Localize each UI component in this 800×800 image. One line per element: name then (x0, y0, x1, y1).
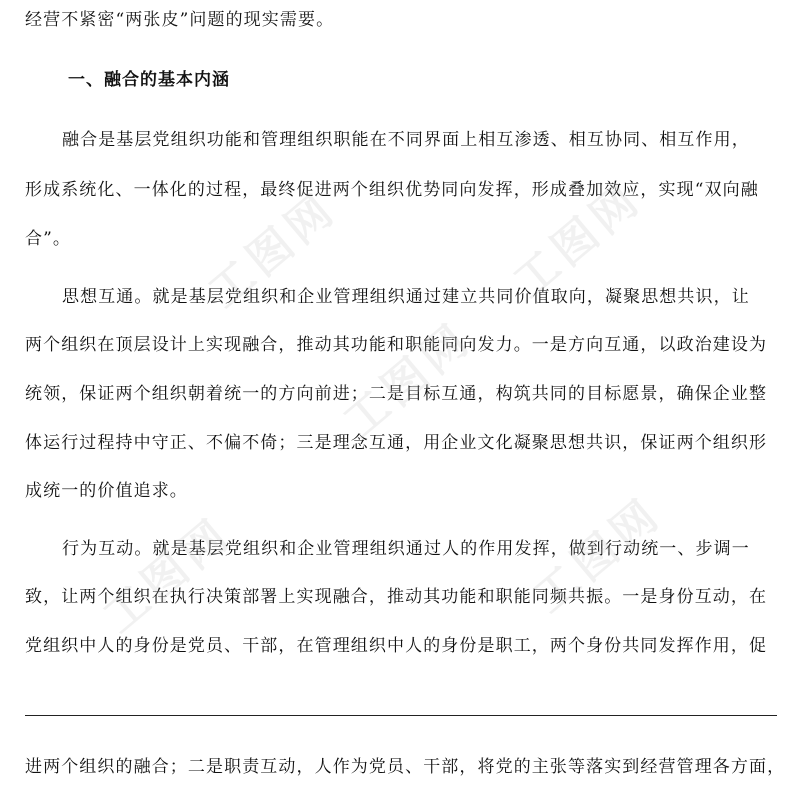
watermark: 工图网 (199, 182, 347, 319)
watermark: 工图网 (334, 312, 482, 449)
watermark: 工图网 (94, 507, 242, 644)
text-line: 行为互动。就是基层党组织和企业管理组织通过人的作用发挥，做到行动统一、步调一 (62, 539, 750, 559)
section-heading: 一、融合的基本内涵 (68, 70, 230, 90)
page-divider (25, 715, 777, 716)
text-line: 融合是基层党组织功能和管理组织职能在不同界面上相互渗透、相互协同、相互作用， (62, 130, 750, 150)
text-line: 致，让两个组织在执行决策部署上实现融合，推动其功能和职能同频共振。一是身份互动，在 (25, 587, 768, 607)
text-line: 经营不紧密“两张皮”问题的现实需要。 (25, 10, 335, 30)
text-line: 体运行过程持中守正、不偏不倚；三是理念互通，用企业文化凝聚思想共识，保证两个组织形 (25, 433, 768, 453)
text-line: 党组织中人的身份是党员、干部，在管理组织中人的身份是职工，两个身份共同发挥作用，促 (25, 636, 768, 656)
text-line: 成统一的价值追求。 (25, 481, 188, 501)
text-line: 两个组织在顶层设计上实现融合，推动其功能和职能同向发力。一是方向互通，以政治建设为 (25, 335, 768, 355)
text-line: 进两个组织的融合；二是职责互动，人作为党员、干部，将党的主张等落实到经营管理各方面， (25, 757, 786, 777)
text-line: 合”。 (25, 229, 71, 249)
watermark: 工图网 (504, 172, 652, 309)
text-line: 思想互通。就是基层党组织和企业管理组织通过建立共同价值取向，凝聚思想共识，让 (62, 287, 750, 307)
text-line: 统领，保证两个组织朝着统一的方向前进；二是目标互通，构筑共同的目标愿景，确保企业整 (25, 384, 768, 404)
text-line: 形成系统化、一体化的过程，最终促进两个组织优势同向发挥，形成叠加效应，实现“双向融 (25, 180, 759, 200)
watermark: 工图网 (524, 487, 672, 624)
